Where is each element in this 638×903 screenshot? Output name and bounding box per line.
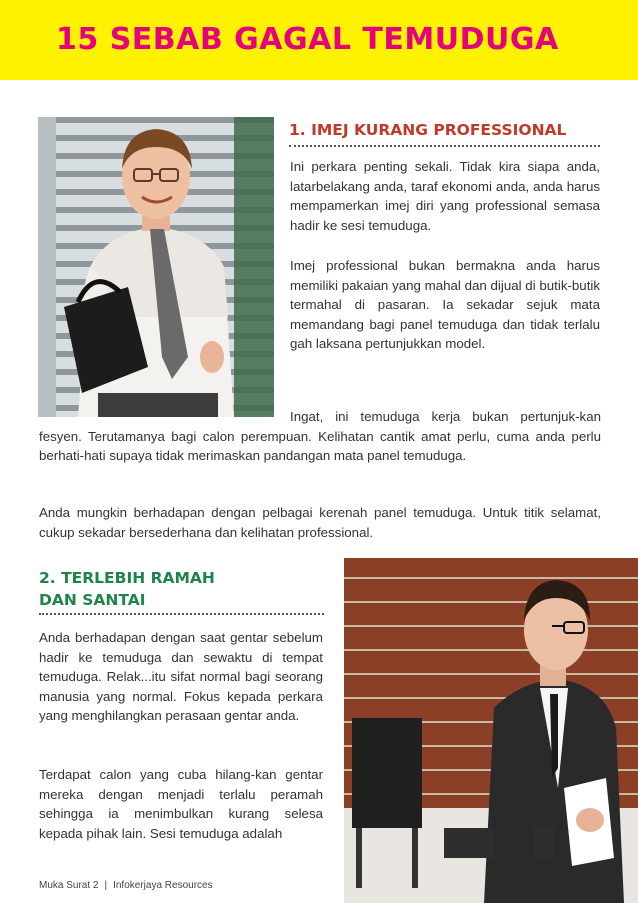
section-1-paragraph-3: Ingat, ini temuduga kerja bukan pertunjuk-kan fesyen. Terutamanya bagi calon perempuan. Kelihatan cantik amat perlu, cuma anda perlu berhati-hati supaya tidak merimaskan pandangan mata panel temuduga. bbox=[39, 409, 601, 463]
title-banner bbox=[0, 0, 638, 80]
section-1-paragraph-4: Anda mungkin berhadapan dengan pelbagai kerenah panel temuduga. Untuk titik selamat, cukup sekadar bersederhana dan kelihatan professional. bbox=[39, 505, 601, 540]
section-2-paragraph-1: Anda berhadapan dengan saat gentar sebelum hadir ke temuduga dan sewaktu di tempat temuduga. Relak...itu sifat normal bagi seorang manusia yang normal. Fokus kepada perkara yang menghilangkan perasaan gentar anda. bbox=[39, 630, 323, 723]
section-2-heading-line-2: DAN SANTAI bbox=[39, 591, 146, 609]
section-2-divider bbox=[39, 613, 324, 615]
section-2-heading bbox=[39, 567, 215, 611]
section-2-paragraph-2: Terdapat calon yang cuba hilang-kan gentar mereka dengan menjadi terlalu peramah sehingga ia menimbulkan kurang selesa kepada pihak lain. Sesi temuduga adalah bbox=[39, 767, 323, 841]
footer-page-label: Muka Surat 2 bbox=[39, 880, 99, 891]
section-2-heading-line-1: 2. TERLEBIH RAMAH bbox=[39, 569, 215, 587]
man-in-suit-photo bbox=[344, 558, 638, 903]
section-1-divider bbox=[289, 145, 600, 147]
page-footer bbox=[39, 880, 213, 891]
section-1-paragraph-2: Imej professional bukan bermakna anda harus memiliki pakaian yang mahal dan dijual di butik-butik termahal di pasaran. Ia sekadar sejuk mata memandang bagi panel temuduga dan tidak terlalu gah laksana pertunjukkan model. bbox=[290, 258, 600, 351]
footer-publisher: Infokerjaya Resources bbox=[113, 880, 213, 891]
section-1-paragraph-1: Ini perkara penting sekali. Tidak kira siapa anda, latarbelakang anda, taraf ekonomi anda, anda harus mempamerkan imej diri yang professional semasa hadir ke sesi temuduga. bbox=[290, 159, 600, 233]
footer-separator: | bbox=[104, 880, 108, 891]
man-with-bag-photo bbox=[38, 117, 274, 417]
page-title: 15 SEBAB GAGAL TEMUDUGA bbox=[56, 22, 559, 57]
section-1-heading: 1. IMEJ KURANG PROFESSIONAL bbox=[289, 121, 567, 139]
